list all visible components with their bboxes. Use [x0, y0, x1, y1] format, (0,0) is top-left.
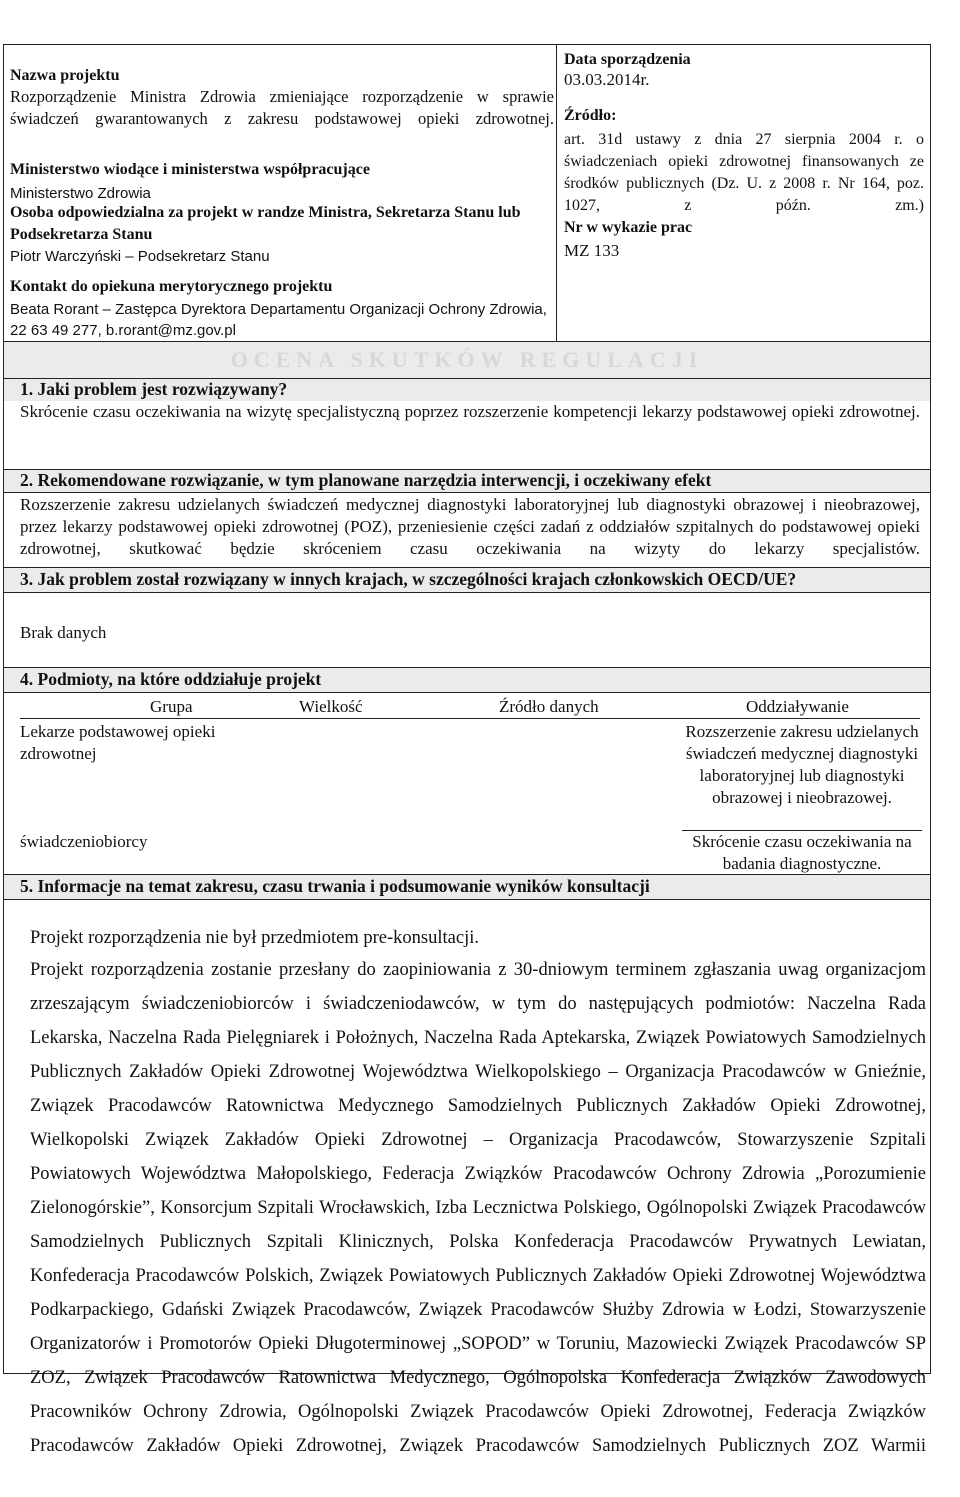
rule — [20, 718, 920, 719]
column-header-oddzialywanie: Oddziaływanie — [746, 697, 849, 716]
source-label: Źródło: — [564, 107, 617, 124]
section-3-heading: 3. Jak problem został rozwiązany w innych krajach, w szczególności krajach członkowskich OECD/UE? — [20, 569, 797, 589]
responsible-label: Osoba odpowiedzialna za projekt w randze Ministra, Sekretarza Stanu lub Podsekretarza Stanu — [10, 204, 521, 243]
responsible: Piotr Warczyński – Podsekretarz Stanu — [10, 248, 270, 265]
table-row-oddzialywanie: Rozszerzenie zakresu udzielanych świadczeń medycznej diagnostyki laboratoryjnej lub diagnostyki obrazowej i nieobrazowej. — [685, 722, 919, 807]
rule — [4, 692, 930, 693]
source: art. 31d ustawy z dnia 27 sierpnia 2004 r. o świadczeniach opieki zdrowotnej finansowanych ze środków publicznych (Dz. U. z 2008 r. Nr 164, poz. 1027, z późn. zm.) — [564, 131, 924, 214]
column-header-grupa: Grupa — [150, 697, 193, 716]
table-row-grupa: Lekarze podstawowej opieki zdrowotnej — [20, 722, 216, 763]
section-5-intro: Projekt rozporządzenia nie był przedmiotem pre-konsultacji. — [30, 928, 479, 948]
column-header-zrodlo: Źródło danych — [499, 697, 599, 716]
section-5-body: Projekt rozporządzenia zostanie przesłany do zaopiniowania z 30-dniowym terminem zgłaszania uwag organizacjom zrzeszającym świadczeniobiorców i świadczeniodawców, w tym do następujących podmiotów: Naczelna Rada Lekarska, Naczelna Rada Pielęgniarek i Położnych, Naczelna Rada Aptekarska, Związek Powiatowych Samodzielnych Publicznych Zakładów Opieki Zdrowotnej Województwa Wielkopolskiego – Organizacja Pracodawców w Gnieźnie, Związek Pracodawców Ratownictwa Medycznego Samodzielnych Publicznych Zakładów Opieki Zdrowotnej, Wielkopolski Związek Zakładów Opieki Zdrowotnej – Organizacja Pracodawców, Stowarzyszenie Szpitali Powiatowych Województwa Małopolskiego, Federacja Związków Pracodawców Ochrony Zdrowia „Porozumienie Zielonogórskie”, Konsorcjum Szpitali Wrocławskich, Izba Lecznictwa Polskiego, Ogólnopolski Związek Pracodawców Samodzielnych Publicznych Szpitali Klinicznych, Polska Konfederacja Pracodawców Prywatnych Lewiatan, Konfederacja Pracodawców Polskich, Związek Powiatowych Publicznych Zakładów Opieki Zdrowotnej Województwa Podkarpackiego, Gdański Związek Pracodawców, Związek Pracodawców Służby Zdrowia w Łodzi, Stowarzyszenie Organizatorów i Promotorów Opieki Długoterminowej „SOPOD” w Toruniu, Mazowiecki Związek Pracodawców SP ZOZ, Związek Pracodawców Ratownictwa Medycznego, Ogólnopolska Konfederacja Związków Zawodowych Pracowników Ochrony Zdrowia, Ogólnopolski Związek Pracodawców Opieki Zdrowotnej, Federacja Związków Pracodawców Zakładów Opieki Zdrowotnej, Związek Pracodawców Samodzielnych Publicznych ZOZ Warmii — [30, 960, 926, 1456]
project-name: Rozporządzenie Ministra Zdrowia zmieniające rozporządzenie w sprawie świadczeń gwarantowanych z zakresu podstawowej opieki zdrowotnej. — [10, 87, 554, 128]
header-divider — [556, 45, 557, 341]
banner — [4, 342, 930, 378]
date-label: Data sporządzenia — [564, 51, 691, 68]
worklist: MZ 133 — [564, 241, 620, 260]
contact-label: Kontakt do opiekuna merytorycznego projektu — [10, 278, 333, 295]
table-row-grupa: świadczeniobiorcy — [20, 832, 148, 851]
worklist-label: Nr w wykazie prac — [564, 219, 693, 236]
document-frame — [3, 44, 931, 1456]
project-name-label: Nazwa projektu — [10, 67, 120, 84]
rule — [4, 592, 930, 593]
banner-title: OCENA SKUTKÓW REGULACJI — [230, 347, 704, 372]
section-4-heading: 4. Podmioty, na które oddziałuje projekt — [20, 669, 322, 689]
section-5-heading: 5. Informacje na temat zakresu, czasu trwania i podsumowanie wyników konsultacji — [20, 876, 650, 896]
section-3-body: Brak danych — [20, 623, 107, 642]
contact: Beata Rorant – Zastępca Dyrektora Departamentu Organizacji Ochrony Zdrowia, 22 63 49 277, b.rorant@mz.gov.pl — [10, 301, 547, 339]
column-header-wielkosc: Wielkość — [299, 697, 363, 716]
rule — [4, 492, 930, 493]
section-2-heading: 2. Rekomendowane rozwiązanie, w tym planowane narzędzia interwencji, i oczekiwany efekt — [20, 470, 712, 490]
ministry: Ministerstwo Zdrowia — [10, 185, 151, 202]
table-row-oddzialywanie: Skrócenie czasu oczekiwania na badania diagnostyczne. — [692, 832, 912, 873]
section-1-body: Skrócenie czasu oczekiwania na wizytę specjalistyczną poprzez rozszerzenie kompetencji lekarzy podstawowej opieki zdrowotnej. — [20, 402, 920, 421]
rule — [4, 899, 930, 900]
date: 03.03.2014r. — [564, 70, 650, 89]
section-1-heading: 1. Jaki problem jest rozwiązywany? — [20, 379, 288, 399]
ministry-label: Ministerstwo wiodące i ministerstwa współpracujące — [10, 161, 370, 178]
section-2-body: Rozszerzenie zakresu udzielanych świadczeń medycznej diagnostyki laboratoryjnej lub diagnostyki obrazowej i nieobrazowej, przez lekarzy podstawowej opieki zdrowotnej (POZ), przeniesienie części zadań z oddziałów szpitalnych do podstawowej opieki zdrowotnej, skutkować będzie skróceniem czasu oczekiwania na wizyty do lekarzy specjalistów. — [20, 495, 920, 558]
